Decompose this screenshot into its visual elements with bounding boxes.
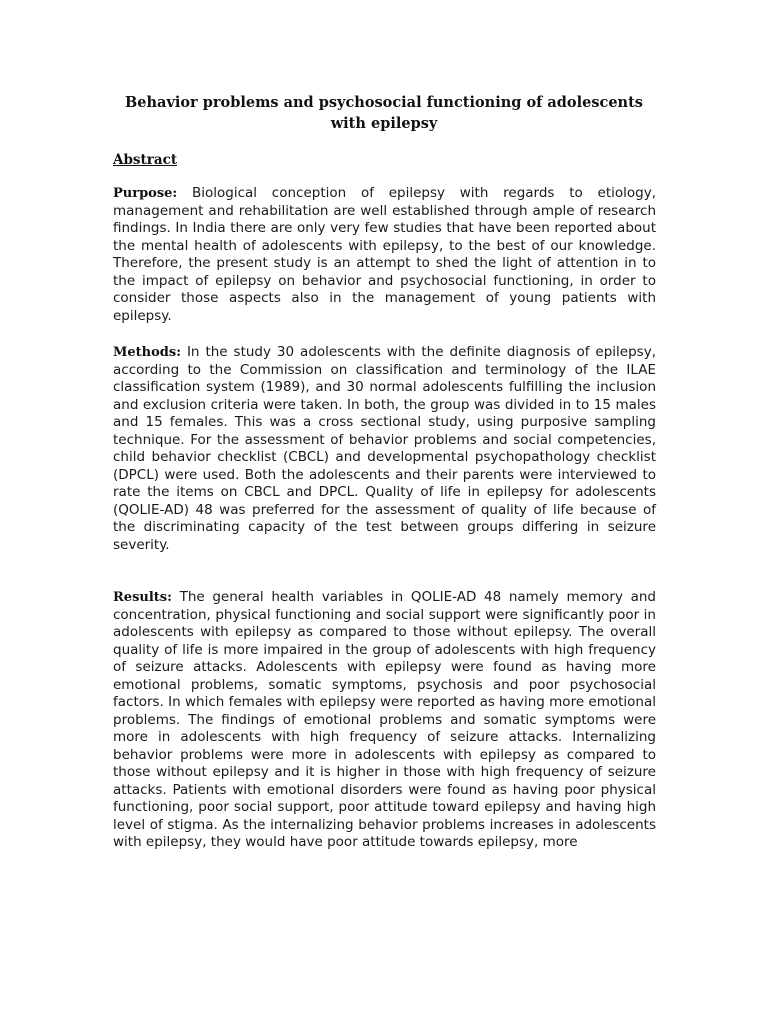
purpose-text: Biological conception of epilepsy with regards to etiology, management and rehabilitation are well established through ample of research findings. In India there are only very few studies that have been reported about the mental health of adolescents with epilepsy, to the best of our knowledge. Therefore, the present study is an attempt to shed the light of attention in to the impact of epilepsy on behavior and psychosocial functioning, in order to consider those aspects also in the management of young patients with epilepsy.	[113, 185, 657, 324]
abstract-heading: Abstract	[113, 152, 178, 168]
paper-title: Behavior problems and psychosocial functioning of adolescents with epilepsy	[125, 94, 643, 132]
results-text: The general health variables in QOLIE-AD 48 namely memory and concentration, physical functioning and social support were significantly poor in adolescents with epilepsy as compared to those without epilepsy. The overall quality of life is more impaired in the group of adolescents with high frequency of seizure attacks. Adolescents with epilepsy were found as having more emotional problems, somatic symptoms, psychosis and poor psychosocial factors. In which females with epilepsy were reported as having more emotional problems. The findings of emotional problems and somatic symptoms were more in adolescents with high frequency of seizure attacks. Internalizing behavior problems were more in adolescents with epilepsy as compared to those without epilepsy and it is higher in those with high frequency of seizure attacks. Patients with emotional disorders were found as having poor physical functioning, poor social support, poor attitude toward epilepsy and having high level of stigma. As the internalizing behavior problems increases in adolescents with epilepsy, they would have poor attitude towards epilepsy, more	[113, 589, 657, 850]
purpose-paragraph	[113, 185, 656, 325]
methods-label: Methods:	[113, 345, 181, 360]
results-paragraph	[113, 589, 656, 852]
results-label: Results:	[113, 590, 172, 605]
purpose-label: Purpose:	[113, 186, 178, 201]
methods-paragraph	[113, 344, 656, 554]
methods-text: In the study 30 adolescents with the definite diagnosis of epilepsy, according to the Commission on classification and terminology of the ILAE classification system (1989), and 30 normal adolescents fulfilling the inclusion and exclusion criteria were taken. In both, the group was divided in to 15 males and 15 females. This was a cross sectional study, using purposive sampling technique. For the assessment of behavior problems and social competencies, child behavior checklist (CBCL) and developmental psychopathology checklist (DPCL) were used. Both the adolescents and their parents were interviewed to rate the items on CBCL and DPCL. Quality of life in epilepsy for adolescents (QOLIE-AD) 48 was preferred for the assessment of quality of life because of the discriminating capacity of the test between groups differing in seizure severity.	[113, 344, 656, 553]
